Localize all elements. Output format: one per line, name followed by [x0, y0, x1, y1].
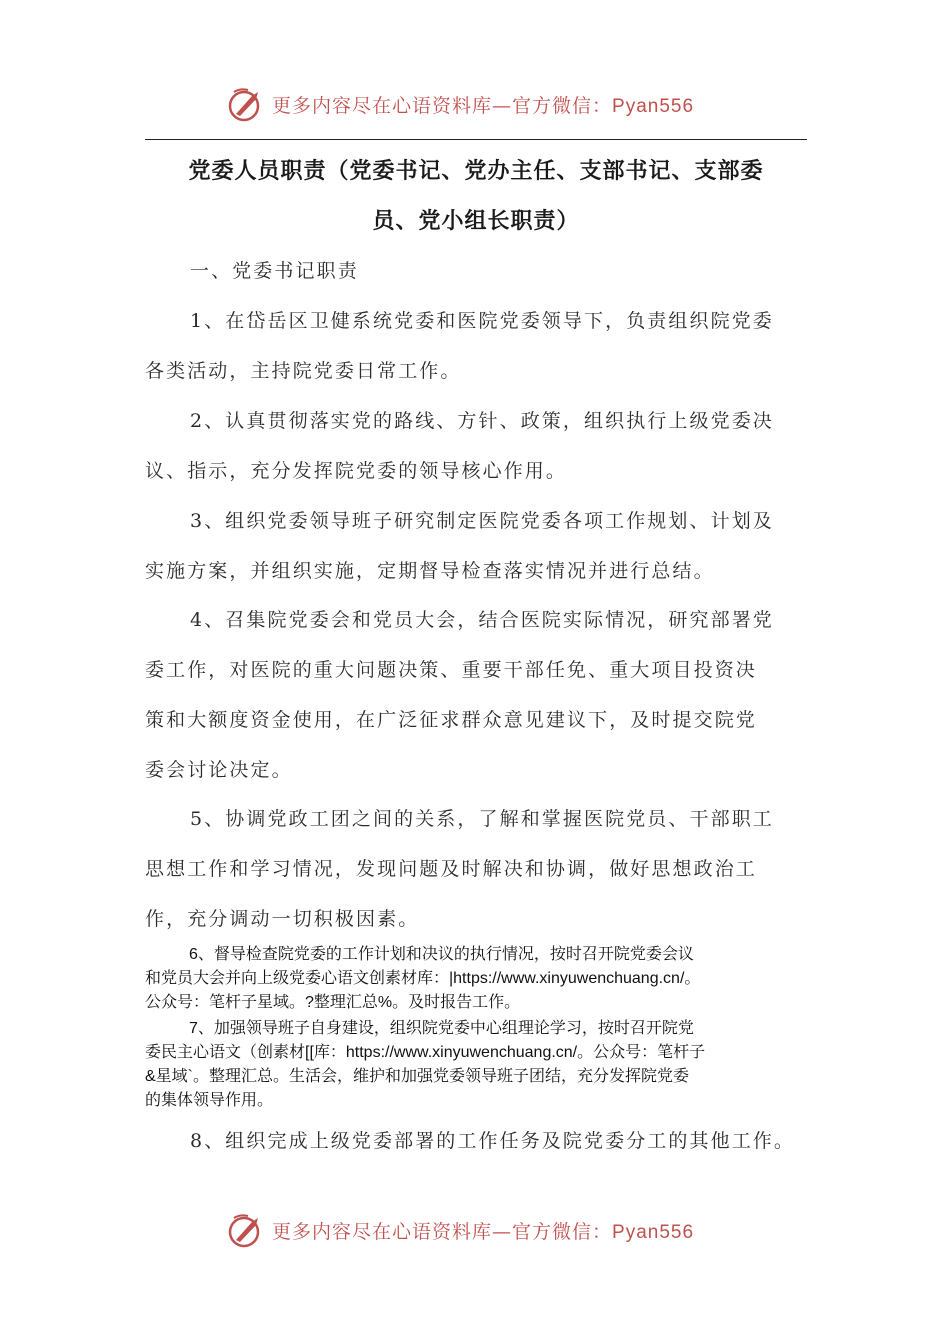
- paragraph-7: 7、加强领导班子自身建设，组织院党委中心组理论学习，按时召开院党 委民主心语文（创素材[[库：https://www.xinyuwenchuang.cn/。公众号：笔杆子 &星域`。整理汇总。生活会，维护和加强党委领导班子团结，充分发挥院党委 的集体领导作用。: [145, 1020, 706, 1109]
- pen-nib-logo-icon: [226, 1210, 266, 1250]
- footer-wechat-id: Pyan556: [612, 1221, 695, 1243]
- header-banner: [226, 82, 694, 126]
- paragraph-6: 6、督导检查院党委的工作计划和决议的执行情况，按时召开院党委会议 和党员大会并向上级党委心语文创素材库：|https://www.xinyuwenchuang.cn/。 公众号：笔杆子星域。?整理汇总%。及时报告工作。: [145, 946, 701, 1011]
- paragraph-2: 2、认真贯彻落实党的路线、方针、政策，组织执行上级党委决 议、指示，充分发挥院党委的领导核心作用。: [145, 410, 774, 482]
- header-wechat-id: Pyan556: [612, 95, 695, 117]
- section-heading: 一、党委书记职责: [190, 260, 359, 282]
- paragraph-5: 5、协调党政工团之间的关系，了解和掌握医院党员、干部职工 思想工作和学习情况，发现问题及时解决和协调，做好思想政治工 作，充分调动一切积极因素。: [145, 808, 774, 930]
- footer-banner: [226, 1208, 694, 1252]
- paragraph-8: 8、组织完成上级党委部署的工作任务及院党委分工的其他工作。: [190, 1130, 795, 1152]
- header-divider: [145, 139, 807, 140]
- paragraph-1: 1、在岱岳区卫健系统党委和医院党委领导下，负责组织院党委 各类活动，主持院党委日常工作。: [145, 310, 774, 382]
- pen-nib-logo-icon: [226, 84, 266, 124]
- header-banner-text: 更多内容尽在心语资料库—官方微信：Pyan556: [272, 94, 695, 117]
- document-title: 党委人员职责（党委书记、党办主任、支部书记、支部委 员、党小组长职责）: [188, 158, 764, 234]
- footer-banner-text: 更多内容尽在心语资料库—官方微信：Pyan556: [272, 1220, 695, 1243]
- paragraph-3: 3、组织党委领导班子研究制定医院党委各项工作规划、计划及 实施方案，并组织实施，定期督导检查落实情况并进行总结。: [145, 510, 774, 582]
- paragraph-4: 4、召集院党委会和党员大会，结合医院实际情况，研究部署党 委工作，对医院的重大问题决策、重要干部任免、重大项目投资决 策和大额度资金使用，在广泛征求群众意见建议下，及时提交院党 委会讨论决定。: [145, 609, 774, 781]
